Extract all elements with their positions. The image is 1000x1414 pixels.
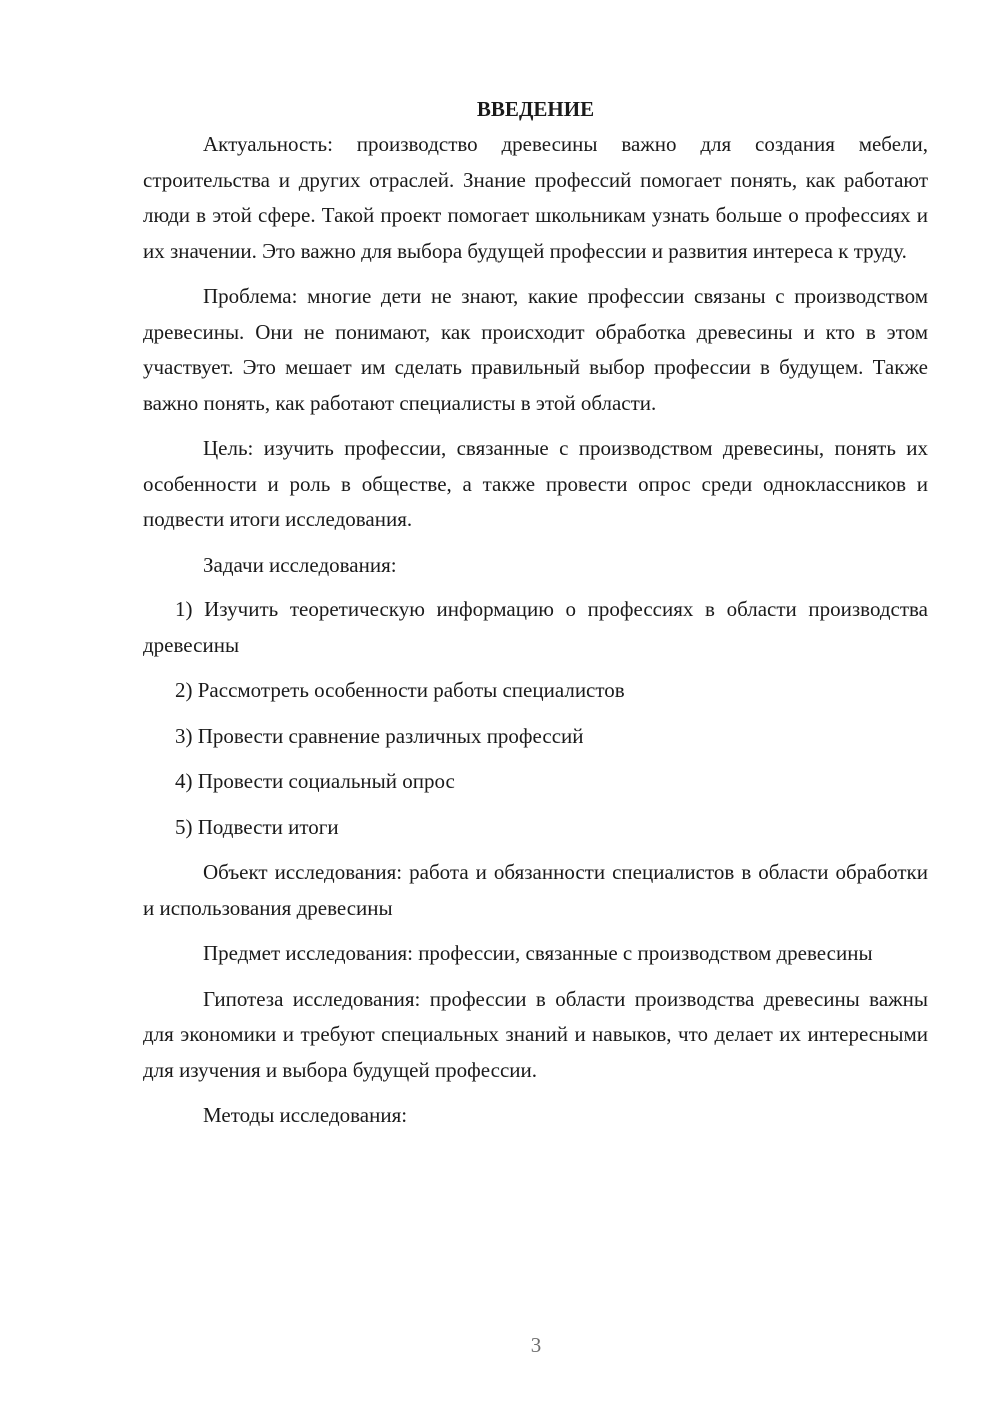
task-item-1: 1) Изучить теоретическую информацию о профессиях в области производства древесины (143, 597, 928, 657)
hypothesis-paragraph: Гипотеза исследования: профессии в области производства древесины важны для экономики и требуют специальных знаний и навыков, что делает их интересными для изучения и выбора будущей профессии. (143, 986, 928, 1082)
methods-heading: Методы исследования: (203, 1103, 408, 1127)
section-title: ВВЕДЕНИЕ (476, 97, 595, 121)
tasks-heading: Задачи исследования: (203, 552, 397, 577)
problem-paragraph: Проблема: многие дети не знают, какие профессии связаны с производством древесины. Они не понимают, как происходит обработка древесины и кто в этом участвует. Это мешает им сделать правильный выбор профессии в будущем. Также важно понять, как работают специалисты в этой области. (143, 284, 928, 415)
task-item-5: 5) Подвести итоги (175, 814, 339, 839)
subject-paragraph: Предмет исследования: профессии, связанные с производством древесины (203, 941, 873, 965)
page-number: 3 (530, 1333, 542, 1357)
task-item-2: 2) Рассмотреть особенности работы специалистов (175, 678, 625, 702)
relevance-paragraph: Актуальность: производство древесины важно для создания мебели, строительства и других отраслей. Знание профессий помогает понять, как работают люди в этой сфере. Такой проект помогает школьникам узнать больше о профессиях и их значении. Это важно для выбора будущей профессии и развития интереса к труду. (143, 132, 928, 263)
task-item-3: 3) Провести сравнение различных профессий (175, 723, 584, 748)
object-paragraph: Объект исследования: работа и обязанности специалистов в области обработки и использования древесины (143, 860, 928, 920)
page-content (143, 92, 928, 1143)
task-item-4: 4) Провести социальный опрос (175, 769, 455, 793)
goal-paragraph: Цель: изучить профессии, связанные с производством древесины, понять их особенности и роль в обществе, а также провести опрос среди одноклассников и подвести итоги исследования. (143, 436, 928, 531)
